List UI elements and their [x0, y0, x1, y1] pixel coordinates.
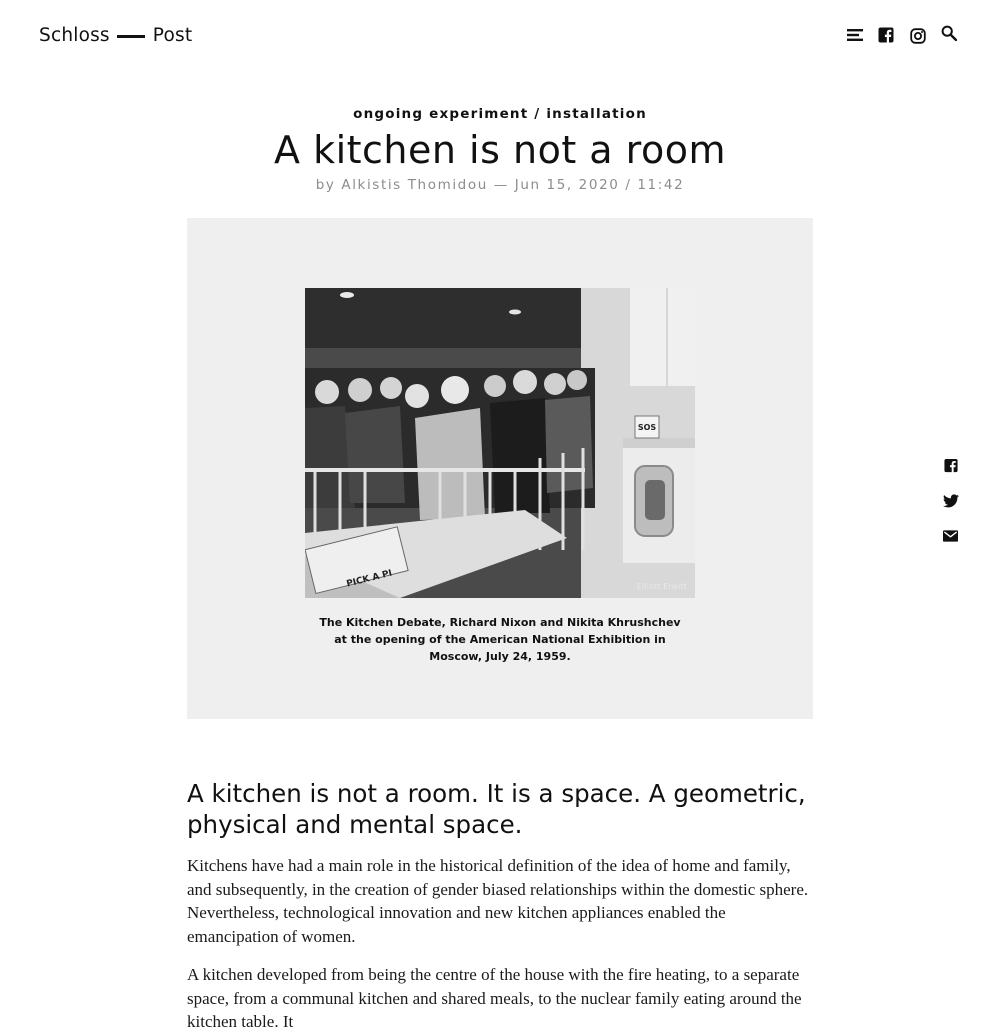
article-category[interactable]: ongoing experiment / installation — [353, 106, 647, 122]
article-lead: A kitchen is not a room. It is a space. A geometric, physical and mental space. — [187, 779, 806, 839]
logo-text-left: Schloss — [39, 24, 110, 46]
logo-dash — [117, 35, 145, 38]
search-icon[interactable] — [941, 25, 957, 41]
sos-label: SOS — [637, 423, 657, 432]
kitchen-debate-photo — [305, 288, 695, 598]
facebook-icon[interactable] — [878, 27, 894, 43]
menu-icon[interactable] — [845, 27, 865, 43]
article-byline: by Alkistis Thomidou — Jun 15, 2020 / 11:42 — [315, 177, 685, 193]
photo-credit: Elliott Erwitt — [637, 582, 687, 591]
article-paragraph: A kitchen developed from being the centre of the house with the fire heating, to a separate space, from a communal kitchen and shared meals, to the nuclear family eating around the kitchen table. It — [187, 965, 802, 1031]
instagram-icon[interactable] — [910, 28, 926, 44]
share-email-icon[interactable] — [943, 530, 958, 542]
product-box-label: PICK A PI — [345, 568, 394, 590]
logo-text-right: Post — [152, 24, 193, 46]
figure-caption: The Kitchen Debate, Richard Nixon and Nikita Khrushchev at the opening of the American National Exhibition in Moscow, July 24, 1959. — [319, 616, 681, 663]
header-icons — [845, 24, 965, 48]
photo-illustration — [305, 288, 695, 598]
article-figure — [187, 218, 813, 719]
site-logo[interactable] — [39, 22, 192, 48]
article-title: A kitchen is not a room — [274, 128, 726, 172]
share-facebook-icon[interactable] — [944, 458, 958, 473]
article-paragraph: Kitchens have had a main role in the historical definition of the idea of home and family, and subsequently, in the creation of gender biased relationships within the domestic sphere. Nevertheless, technological innovation and new kitchen appliances enabled the emancipation of women. — [187, 856, 809, 946]
share-twitter-icon[interactable] — [943, 494, 959, 508]
